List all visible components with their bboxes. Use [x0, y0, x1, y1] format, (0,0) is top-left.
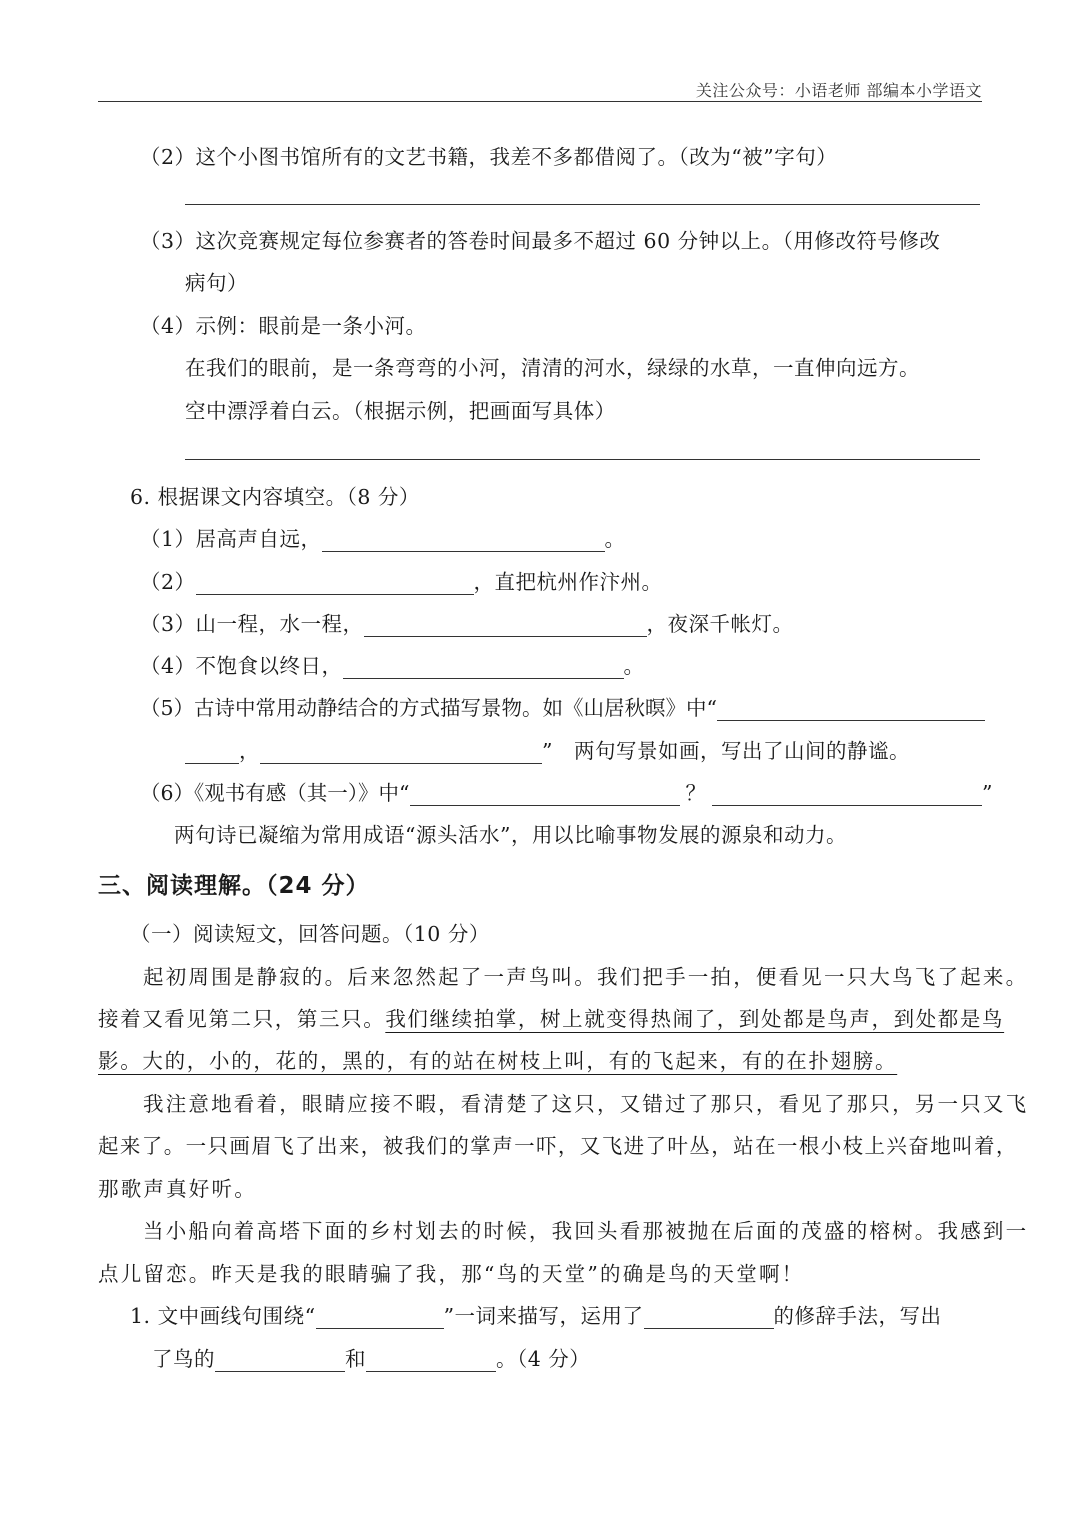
question-6-5-line2 — [185, 734, 910, 764]
blank-6-6-a[interactable] — [410, 781, 680, 806]
section-3-title: 三、阅读理解。（24 分） — [98, 873, 370, 899]
question-5-4-example: 在我们的眼前，是一条弯弯的小河，清清的河水，绿绿的水草，一直伸向远方。 — [185, 356, 920, 380]
question-6-5-comma: ， — [239, 739, 260, 763]
passage-p3-line1: 当小船向着高塔下面的乡村划去的时候，我回头看那被抛在后面的茂盛的榕树。我感到一 — [143, 1219, 1029, 1243]
question-6-6-line2: 两句诗已凝缩为常用成语“源头活水”，用以比喻事物发展的源泉和动力。 — [174, 823, 847, 847]
blank-6-6-b[interactable] — [712, 781, 982, 806]
blank-r1-rhetoric[interactable] — [644, 1304, 774, 1329]
reading-q1-a: 1. 文中画线句围绕“ — [130, 1304, 316, 1328]
question-6-3-prefix: （3）山一程，水一程， — [140, 612, 364, 636]
answer-line-5-4[interactable] — [185, 459, 980, 460]
question-5-4-line1: （4）示例：眼前是一条小河。 — [140, 314, 427, 338]
blank-r1-aspect1[interactable] — [215, 1347, 345, 1372]
blank-r1-aspect2[interactable] — [366, 1347, 496, 1372]
question-6-6-mark: ？ — [685, 781, 707, 805]
reading-q1-e: 和 — [345, 1347, 366, 1371]
question-6-3 — [140, 607, 794, 637]
blank-6-2[interactable] — [196, 570, 474, 595]
underlined-sentence-part2: 影。大的，小的，花的，黑的，有的站在树枝上叫，有的飞起来，有的在扑翅膀。 — [98, 1049, 898, 1073]
question-6-4-prefix: （4）不饱食以终日， — [140, 654, 343, 678]
reading-1-title: （一）阅读短文，回答问题。（10 分） — [130, 922, 490, 946]
reading-q1-line1 — [130, 1299, 942, 1329]
question-6-4-suffix: 。 — [623, 654, 645, 678]
reading-q1-line2 — [152, 1342, 590, 1372]
blank-6-5-a[interactable] — [717, 696, 985, 721]
question-6-2-prefix: （2） — [140, 570, 196, 594]
question-6-1 — [140, 522, 626, 552]
question-6-6-quote: ” — [982, 781, 993, 805]
question-6-2-suffix: ，直把杭州作汴州。 — [473, 570, 663, 594]
reading-q1-d: 了鸟的 — [152, 1347, 215, 1371]
passage-p2-line1: 我注意地看着，眼睛应接不暇，看清楚了这只，又错过了那只，看见了那只，另一只又飞 — [143, 1092, 1029, 1116]
question-5-2: （2）这个小图书馆所有的文艺书籍，我差不多都借阅了。（改为“被”字句） — [140, 145, 838, 169]
page-header: 关注公众号：小语老师 部编本小学语文 — [695, 81, 982, 100]
underlined-sentence-part1: 我们继续拍掌，树上就变得热闹了，到处都是鸟声，到处都是鸟 — [385, 1007, 1005, 1031]
question-6-6-prefix: （6）《观书有感（其一）》中“ — [140, 781, 410, 805]
question-6-1-prefix: （1）居高声自远， — [140, 527, 322, 551]
reading-q1-f: 。（4 分） — [496, 1347, 591, 1371]
blank-6-4[interactable] — [343, 654, 624, 679]
passage-p3-line2: 点儿留恋。昨天是我的眼睛骗了我，那“鸟的天堂”的确是鸟的天堂啊！ — [98, 1262, 805, 1286]
answer-line-5-2[interactable] — [185, 204, 980, 205]
question-5-3-line1: （3）这次竞赛规定每位参赛者的答卷时间最多不超过 60 分钟以上。（用修改符号修改 — [140, 229, 941, 253]
passage-p1-line2-plain: 接着又看见第二只，第三只。 — [98, 1007, 386, 1031]
question-6-2 — [140, 565, 663, 595]
question-6-6-line1 — [140, 776, 993, 806]
passage-p2-line3: 那歌声真好听。 — [98, 1177, 257, 1201]
question-6-5-tail: ” 两句写景如画，写出了山间的静谧。 — [542, 739, 910, 763]
question-6-3-suffix: ，夜深千帐灯。 — [646, 612, 794, 636]
blank-6-5-b[interactable] — [185, 739, 239, 764]
blank-6-5-c[interactable] — [260, 739, 542, 764]
reading-q1-c: 的修辞手法，写出 — [773, 1304, 942, 1328]
header-divider — [98, 101, 982, 102]
blank-r1-word[interactable] — [316, 1304, 444, 1329]
passage-p1-line2 — [98, 1002, 1004, 1032]
question-6-title: 6. 根据课文内容填空。（8 分） — [130, 485, 420, 509]
question-5-4-prompt: 空中漂浮着白云。（根据示例，把画面写具体） — [185, 399, 616, 423]
question-6-5-text: （5）古诗中常用动静结合的方式描写景物。如《山居秋暝》中“ — [140, 696, 718, 720]
question-6-5-line1 — [140, 691, 985, 721]
question-6-4 — [140, 649, 645, 679]
blank-6-3[interactable] — [364, 612, 647, 637]
passage-p1-line1: 起初周围是静寂的。后来忽然起了一声鸟叫。我们把手一拍，便看见一只大鸟飞了起来。 — [143, 965, 1029, 989]
blank-6-1[interactable] — [322, 527, 605, 552]
question-6-1-suffix: 。 — [604, 527, 626, 551]
reading-q1-b: ”一词来描写，运用了 — [443, 1304, 644, 1328]
question-5-3-line2: 病句） — [185, 271, 248, 295]
passage-p2-line2: 起来了。一只画眉飞了出来，被我们的掌声一吓，又飞进了叶丛，站在一根小枝上兴奋地叫着， — [98, 1134, 1018, 1158]
